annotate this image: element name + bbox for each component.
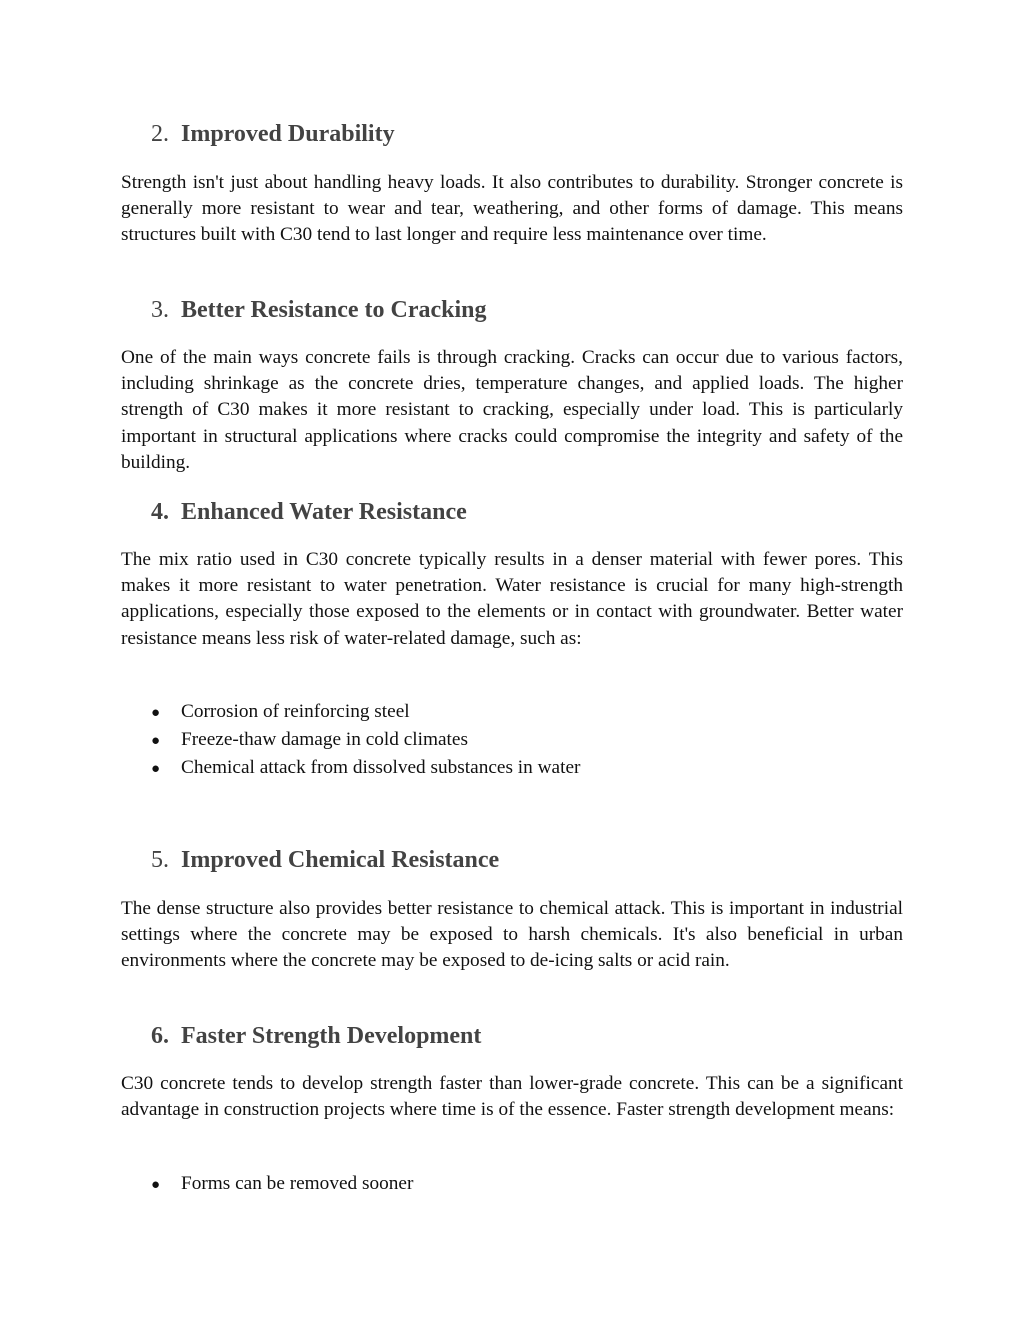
bullet-list [151,699,580,782]
section-heading-enhanced-water-resistance [151,500,467,524]
list-item-text: Forms can be removed sooner [181,1173,414,1194]
section-title: Improved Chemical Resistance [181,847,500,873]
section-title: Faster Strength Development [181,1023,482,1049]
section-number: 3. [151,297,169,323]
section-paragraph: Strength isn't just about handling heavy loads. It also contributes to durability. Stronger concrete is generally more resistant to wear and tear, weathering, and other forms of damage. This means structures built with C30 tend to last longer and require less maintenance over time. [121,172,903,246]
list-item [151,1171,413,1199]
section-number: 5. [151,847,169,873]
section-title: Better Resistance to Cracking [181,297,487,323]
section-paragraph: C30 concrete tends to develop strength faster than lower-grade concrete. This can be a significant advantage in construction projects where time is of the essence. Faster strength development means: [121,1073,903,1121]
section-title: Improved Durability [181,121,395,147]
section-number: 4. [151,499,169,525]
section-heading-improved-durability [151,122,395,146]
bullet-list [151,1171,413,1199]
list-item-text: Chemical attack from dissolved substances in water [181,756,581,778]
section-number: 2. [151,121,169,147]
bullet-icon: ● [151,760,161,777]
section-paragraph: One of the main ways concrete fails is through cracking. Cracks can occur due to various factors, including shrinkage as the concrete dries, temperature changes, and applied loads. The higher strength of C30 makes it more resistant to cracking, especially under load. This is particularly important in structural applications where cracks could compromise the integrity and safety of the building. [121,347,903,473]
section-heading-faster-strength-development [151,1024,481,1048]
bullet-icon: ● [151,1177,161,1193]
bullet-icon: ● [151,705,161,721]
section-heading-improved-chemical-resistance [151,848,499,872]
section-heading-better-resistance-to-cracking [151,298,486,322]
bullet-icon: ● [151,732,161,749]
list-item [151,699,580,727]
section-paragraph: The mix ratio used in C30 concrete typically results in a denser material with fewer pores. This makes it more resistant to water penetration. Water resistance is crucial for many high-strength applications, especially those exposed to the elements or in contact with groundwater. Better water resistance means less risk of water-related damage, such as: [121,549,903,649]
section-paragraph: The dense structure also provides better resistance to chemical attack. This is important in industrial settings where the concrete may be exposed to harsh chemicals. It's also beneficial in urban environments where the concrete may be exposed to de-icing salts or acid rain. [121,898,903,972]
section-title: Enhanced Water Resistance [181,499,467,525]
list-item-text: Corrosion of reinforcing steel [181,701,410,722]
list-item [151,755,580,783]
list-item [151,727,580,755]
section-number: 6. [151,1023,169,1049]
list-item-text: Freeze-thaw damage in cold climates [181,728,468,750]
